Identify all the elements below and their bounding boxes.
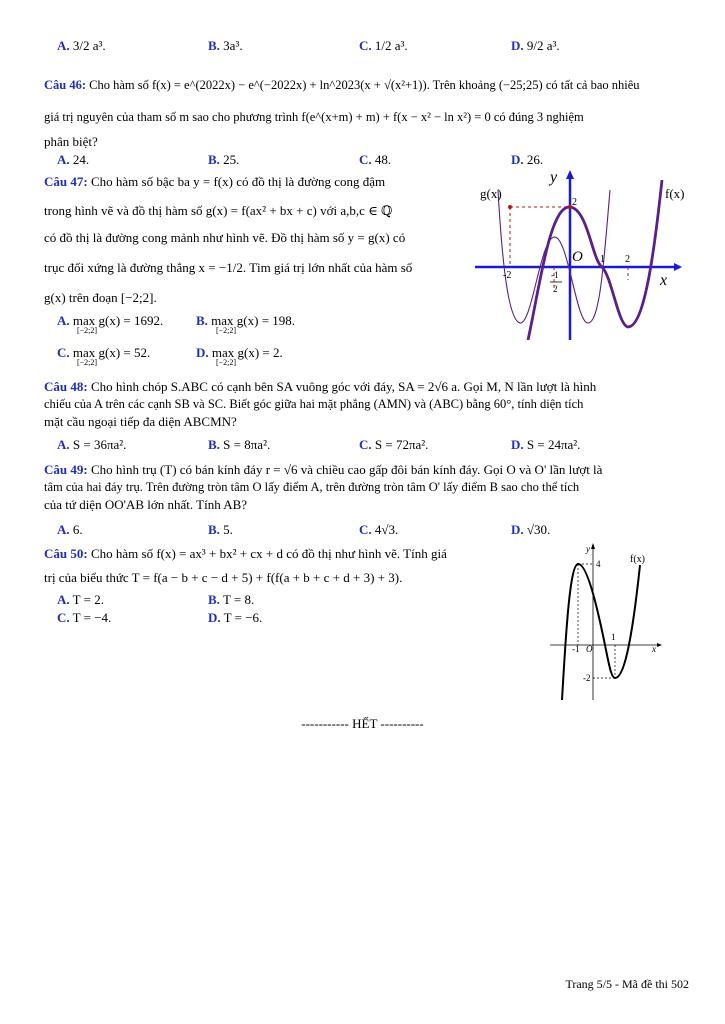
q50-x-label: x [652,644,656,654]
q49-option-a: A. 6. [57,522,83,537]
q50-tick-1: 1 [611,632,616,642]
q46-option-a: A. 24. [57,152,90,167]
q47-graph [470,165,695,345]
q47-f-label: f(x) [665,186,685,201]
option-b: B. 3a³. [208,38,243,53]
q47-b-subscript: [−2;2] [216,326,237,335]
q47-tick-den: 2 [553,284,558,294]
q48-option-d: D. S = 24πa². [511,437,581,452]
q47-d-subscript: [−2;2] [216,358,237,367]
q47-y-label: y [550,169,558,186]
q46-option-c: C. 48. [359,152,392,167]
q49-line2: tâm của hai đáy trụ. Trên đường tròn tâm O lấy điểm A, trên đường tròn tâm O' lấy điểm B sao cho thể tích [44,480,580,494]
q48-line2: chiếu của A trên các cạnh SB và SC. Biết góc giữa hai mặt phẳng (AMN) và (ABC) bằng 60°, tính diện tích [44,397,584,411]
q47-line3: có đồ thị là đường cong mảnh như hình vẽ. Đồ thị hàm số y = g(x) có [44,230,406,245]
q47-a-subscript: [−2;2] [77,326,98,335]
q47-point-left [508,205,512,209]
q50-origin: O [586,644,593,654]
q50-f-label: f(x) [630,554,645,565]
q47-tick-m2: -2 [503,270,512,281]
q49-option-b: B. 5. [208,522,233,537]
q46-option-d: D. 26. [511,152,544,167]
q47-option-a: A. max g(x) = 1692. [−2;2] [57,313,164,335]
q48-option-a: A. S = 36πa². [57,437,127,452]
q47-option-b: B. max g(x) = 198. [−2;2] [196,313,296,335]
q50-graph [548,540,668,705]
q47-tick-1: 1 [600,254,605,265]
q50-f-curve [562,564,640,700]
q48-line1: Câu 48: Cho hình chóp S.ABC có cạnh bên SA vuông góc với đáy, SA = 2√6 a. Gọi M, N lần lượt là hình [44,379,597,394]
q50-line2: trị của biểu thức T = f(a − b + c − d + 5) + f(f(a + b + c + d + 3) + 3). [44,570,403,585]
q46-line1: Câu 46: Cho hàm số f(x) = e^(2022x) − e^(−2022x) + ln^2023(x + √(x²+1)). Trên khoảng (−25;25) có tất cả bao nhiêu [44,78,640,92]
q47-tick-2: 2 [625,254,630,265]
page-footer: Trang 5/5 - Mã đề thi 502 [565,977,689,991]
q47-f-curve [528,180,662,340]
q47-x-label: x [660,272,668,289]
q46-line2: giá trị nguyên của tham số m sao cho phương trình f(e^(x+m) + m) + f(x − x² − ln x²) = 0 có đúng 3 nghiệm [44,110,584,124]
q49-line1: Câu 49: Cho hình trụ (T) có bán kính đáy r = √6 và chiều cao gấp đôi bán kính đáy. Gọi O và O' lần lượt là [44,462,603,477]
q47-y-arrow [566,170,574,179]
q49-line3: của tứ diện OO'AB lớn nhất. Tính AB? [44,497,248,512]
q50-y-arrow [591,543,595,549]
q47-c-subscript: [−2;2] [77,358,98,367]
q47-option-d: D. max g(x) = 2. [−2;2] [196,345,283,367]
q47-g-label: g(x) [480,186,502,201]
q47-origin: O [572,249,583,265]
end-marker: ----------- HẾT ---------- [301,716,424,731]
q48-option-b: B. S = 8πa². [208,437,271,452]
q50-option-c: C. T = −4. [57,610,112,625]
q48-option-c: C. S = 72πa². [359,437,429,452]
q50-y-label: y [586,544,590,554]
q46-option-b: B. 25. [208,152,240,167]
q49-option-c: C. 4√3. [359,522,399,537]
q47-tick-m1: -1 [551,270,559,280]
q47-line4: trục đối xứng là đường thẳng x = −1/2. Tìm giá trị lớn nhất của hàm số [44,260,413,275]
option-c: C. 1/2 a³. [359,38,408,53]
option-d: D. 9/2 a³. [511,38,560,53]
q50-option-d: D. T = −6. [208,610,263,625]
q47-line1: Câu 47: Cho hàm số bậc ba y = f(x) có đồ thị là đường cong đậm [44,174,386,189]
q46-line3: phân biệt? [44,134,98,149]
q47-x-arrow [674,263,682,271]
q50-tick-m1: -1 [572,644,580,654]
q47-point-top [568,205,572,209]
q47-line5: g(x) trên đoạn [−2;2]. [44,290,157,305]
q47-g-curve [498,190,610,323]
q50-option-a: A. T = 2. [57,592,104,607]
q49-option-d: D. √30. [511,522,551,537]
q50-x-arrow [657,643,662,647]
q47-tick-2y: 2 [572,197,577,208]
q50-option-b: B. T = 8. [208,592,255,607]
q48-line3: mặt cầu ngoại tiếp đa diện ABCMN? [44,414,237,429]
q50-tick-4: 4 [596,559,601,569]
q47-line2: trong hình vẽ và đồ thị hàm số g(x) = f(ax² + bx + c) với a,b,c ∈ ℚ [44,203,393,218]
q47-option-c: C. max g(x) = 52. [−2;2] [57,345,151,367]
option-a: A. 3/2 a³. [57,38,106,53]
q50-tick-m2: -2 [583,673,591,683]
q50-line1: Câu 50: Cho hàm số f(x) = ax³ + bx² + cx + d có đồ thị như hình vẽ. Tính giá [44,546,447,561]
